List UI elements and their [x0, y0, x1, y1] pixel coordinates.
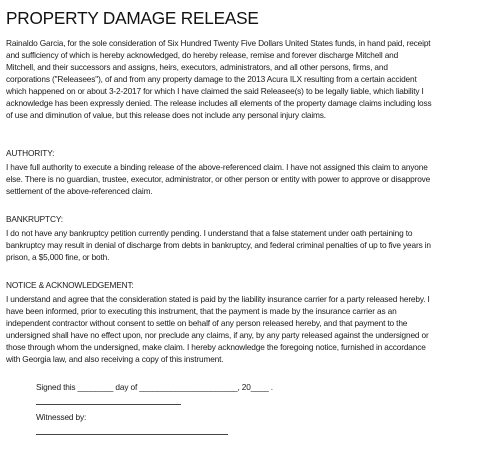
- section-line: with Georgia law, and also receiving a copy of this instrument.: [6, 354, 224, 364]
- intro-line: corporations ("Releasees"), of and from any property damage to the 2013 Acura ILX resulting from a certain accident: [6, 74, 417, 84]
- witness-signature-line: [36, 434, 228, 435]
- signature-line: [36, 404, 181, 405]
- section-heading: AUTHORITY:: [6, 148, 55, 158]
- section-line: I understand and agree that the consideration stated is paid by the liability insurance carrier for a party released hereby. I: [6, 294, 430, 304]
- signed-date-line: Signed this ________ day of ______________________, 20____ .: [36, 382, 273, 392]
- intro-line: Rainaldo Garcia, for the sole consideration of Six Hundred Twenty Five Dollars United States funds, in hand paid, receipt: [6, 38, 431, 48]
- section-line: undersigned shall have no effect upon, nor preclude any claims, if any, by any party released against the undersigned or: [6, 330, 429, 340]
- section-line: else. There is no guardian, trustee, executor, administrator, or other person or entity with power to approve or disapprove: [6, 174, 431, 184]
- section-heading: NOTICE & ACKNOWLEDGEMENT:: [6, 280, 134, 290]
- section-line: independent contractor without consent to settle on behalf of any person released hereby, and that payment to the: [6, 318, 408, 328]
- intro-line: and sufficiency of which is hereby acknowledged, do hereby release, remise and forever discharge Mitchell and: [6, 50, 399, 60]
- intro-line: of use and diminution of value, but this release does not include any personal injury claims.: [6, 110, 326, 120]
- section-line: prison, a $5,000 fine, or both.: [6, 252, 110, 262]
- intro-line: Mitchell, and their successors and assigns, heirs, executors, administrators, and all other persons, firms, and: [6, 62, 388, 72]
- section-line: settlement of the above-referenced claim.: [6, 186, 153, 196]
- intro-line: which happened on or about 3-2-2017 for which I have claimed the said Releasee(s) to be legally liable, which liability I: [6, 86, 424, 96]
- section-heading: BANKRUPTCY:: [6, 214, 63, 224]
- section-line: have been informed, prior to executing this instrument, that the payment is made by the insurance carrier as an: [6, 306, 397, 316]
- document-title: PROPERTY DAMAGE RELEASE: [6, 8, 259, 28]
- intro-line: acknowledge has been expressly denied. The release includes all elements of the property damage claims including loss: [6, 98, 432, 108]
- section-line: I have full authority to execute a binding release of the above-referenced claim. I have not assigned this claim to anyone: [6, 162, 428, 172]
- witness-label: Witnessed by:: [36, 412, 87, 422]
- section-line: those through whom the undersigned, make claim. I hereby acknowledge the foregoing notice, furnished in accordance: [6, 342, 426, 352]
- section-line: I do not have any bankruptcy petition currently pending. I understand that a false statement under oath pertaining to: [6, 228, 413, 238]
- section-line: bankruptcy may result in denial of discharge from debts in bankruptcy, and federal criminal penalties of up to five years in: [6, 240, 431, 250]
